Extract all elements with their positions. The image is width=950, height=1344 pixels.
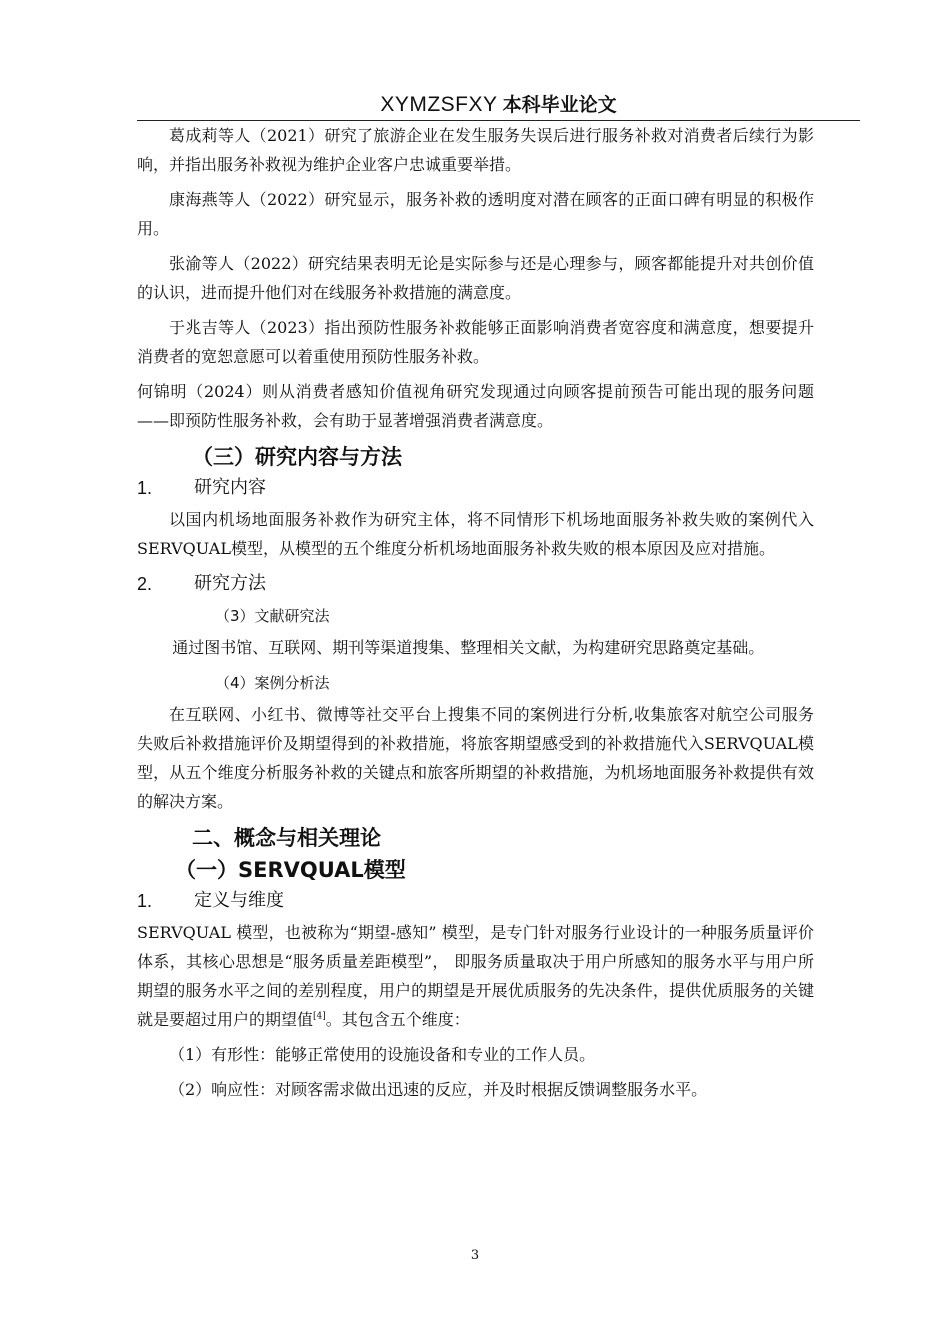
paragraph-dimension-responsiveness: （2）响应性：对顾客需求做出迅速的反应，并及时根据反馈调整服务水平。	[169, 1080, 708, 1099]
paragraph-he: 何锦明（2024）则从消费者感知价值视角研究发现通过向顾客提前预告可能出现的服务问题——即预防性服务补救，会有助于显著增强消费者满意度。	[137, 382, 814, 430]
heading-number: 1.	[137, 891, 153, 911]
heading-text: 定义与维度	[194, 890, 284, 911]
heading-research-content	[137, 473, 814, 503]
subheading-case-method: （4）案例分析法	[215, 674, 330, 692]
heading-number: 1.	[137, 478, 153, 498]
paragraph-dimension-tangibility: （1）有形性：能够正常使用的设施设备和专业的工作人员。	[169, 1045, 596, 1064]
header-school-code: XYMZSFXY	[380, 93, 498, 116]
subheading-literature-method: （3）文献研究法	[215, 607, 330, 625]
paragraph-zhang: 张渝等人（2022）研究结果表明无论是实际参与还是心理参与，顾客都能提升对共创价值的认识，进而提升他们对在线服务补救措施的满意度。	[137, 254, 814, 302]
paragraph-case-method: 在互联网、小红书、微博等社交平台上搜集不同的案例进行分析,收集旅客对航空公司服务失败后补救措施评价及期望得到的补救措施，将旅客期望感受到的补救措施代入SERVQUAL模型，从五个维度分析服务补救的关键点和旅客所期望的补救措施，为机场地面服务补救提供有效的解决方案。	[137, 705, 814, 811]
paragraph-research-content: 以国内机场地面服务补救作为研究主体，将不同情形下机场地面服务补救失败的案例代入SERVQUAL模型，从模型的五个维度分析机场地面服务补救失败的根本原因及应对措施。	[137, 510, 814, 558]
page-body	[137, 121, 814, 1110]
paragraph-kang: 康海燕等人（2022）研究显示，服务补救的透明度对潜在顾客的正面口碑有明显的积极作用。	[137, 190, 814, 238]
heading-definition	[137, 886, 814, 916]
paragraph-yu: 于兆吉等人（2023）指出预防性服务补救能够正面影响消费者宽容度和满意度，想要提升消费者的宽恕意愿可以着重使用预防性服务补救。	[137, 318, 814, 366]
heading-research-method	[137, 569, 814, 599]
paragraph-servqual-definition	[137, 918, 814, 1034]
page-header	[137, 90, 860, 121]
page-number: 3	[470, 1248, 480, 1263]
chapter-heading-concepts: 二、概念与相关理论	[192, 826, 381, 850]
section-heading-servqual: （一）SERVQUAL模型	[175, 858, 406, 882]
citation-mark: [4]	[313, 1011, 326, 1022]
definition-tail: 。其包含五个维度：	[325, 1010, 470, 1029]
heading-number: 2.	[137, 574, 153, 594]
heading-text: 研究方法	[194, 573, 266, 594]
section-heading-research: （三）研究内容与方法	[192, 445, 402, 469]
paragraph-literature-method: 通过图书馆、互联网、期刊等渠道搜集、整理相关文献，为构建研究思路奠定基础。	[172, 638, 765, 657]
paragraph-ge: 葛成莉等人（2021）研究了旅游企业在发生服务失误后进行服务补救对消费者后续行为影响，并指出服务补救视为维护企业客户忠诚重要举措。	[137, 126, 814, 174]
heading-text: 研究内容	[194, 477, 266, 498]
definition-text: SERVQUAL 模型，也被称为“期望-感知” 模型，是专门针对服务行业设计的一种服务质量评价体系，其核心思想是“服务质量差距模型”， 即服务质量取决于用户所感知的服务水平与用户所期望的服务水平之间的差别程度，用户的期望是开展优质服务的先决条件，提供优质服务的关键就是要超过用户的期望值	[137, 923, 814, 1029]
header-thesis-label: 本科毕业论文	[502, 94, 617, 116]
